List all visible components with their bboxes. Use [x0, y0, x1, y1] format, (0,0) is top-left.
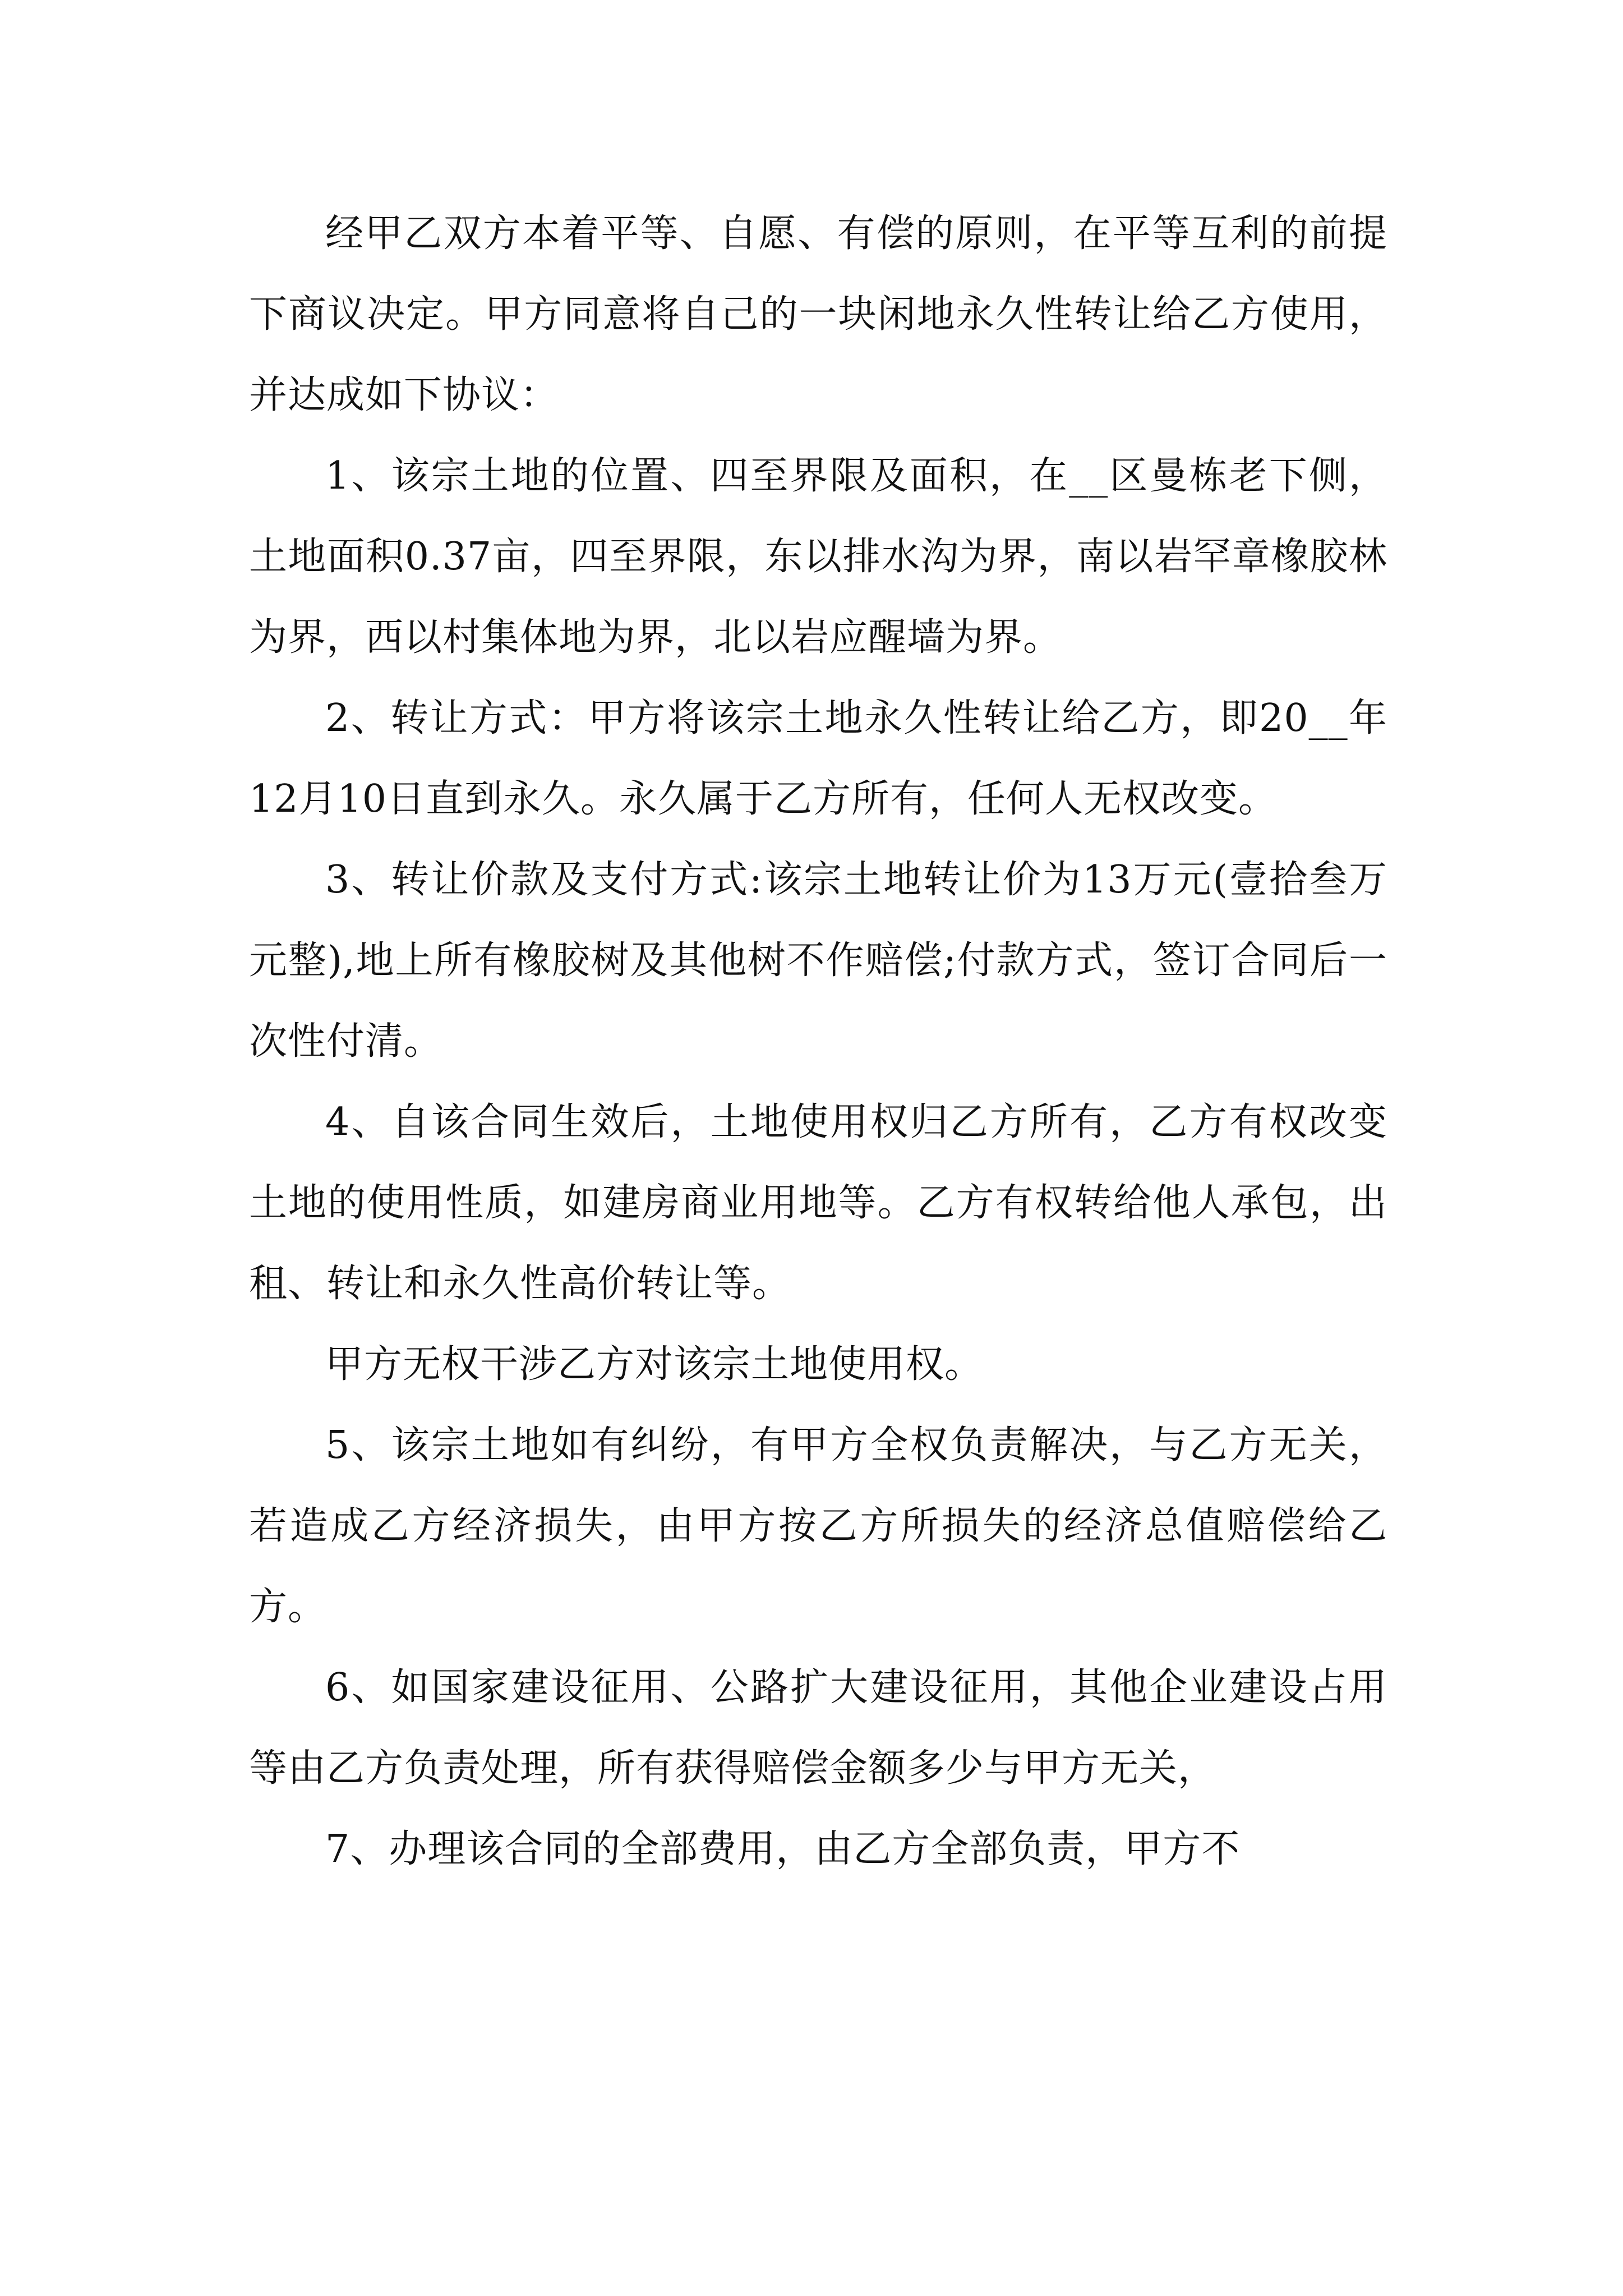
paragraph-clause-6: 6、如国家建设征用、公路扩大建设征用，其他企业建设占用等由乙方负责处理，所有获得赔偿金额多少与甲方无关，: [249, 1665, 1387, 1791]
paragraph-clause-4-note: 甲方无权干涉乙方对该宗土地使用权。: [325, 1342, 984, 1387]
paragraph-clause-7: 7、办理该合同的全部费用，由乙方全部负责，甲方不: [325, 1827, 1241, 1871]
paragraph-intro: 经甲乙双方本着平等、自愿、有偿的原则，在平等互利的前提下商议决定。甲方同意将自己的一块闲地永久性转让给乙方使用，并达成如下协议：: [249, 211, 1387, 417]
document-body: [249, 194, 1387, 1890]
paragraph-clause-2: 2、转让方式：甲方将该宗土地永久性转让给乙方，即20__年12月10日直到永久。永久属于乙方所有，任何人无权改变。: [249, 696, 1387, 821]
paragraph-clause-4: 4、自该合同生效后，土地使用权归乙方所有，乙方有权改变土地的使用性质，如建房商业用地等。乙方有权转给他人承包，出租、转让和永久性高价转让等。: [249, 1100, 1387, 1306]
paragraph-clause-3: 3、转让价款及支付方式:该宗土地转让价为13万元(壹拾叁万元整),地上所有橡胶树及其他树不作赔偿;付款方式，签订合同后一次性付清。: [249, 858, 1387, 1064]
paragraph-clause-5: 5、该宗土地如有纠纷，有甲方全权负责解决，与乙方无关，若造成乙方经济损失，由甲方按乙方所损失的经济总值赔偿给乙方。: [249, 1423, 1387, 1629]
paragraph-clause-1: 1、该宗土地的位置、四至界限及面积，在__区曼栋老下侧，土地面积0.37亩，四至界限，东以排水沟为界，南以岩罕章橡胶林为界，西以村集体地为界，北以岩应醒墙为界。: [249, 454, 1387, 660]
